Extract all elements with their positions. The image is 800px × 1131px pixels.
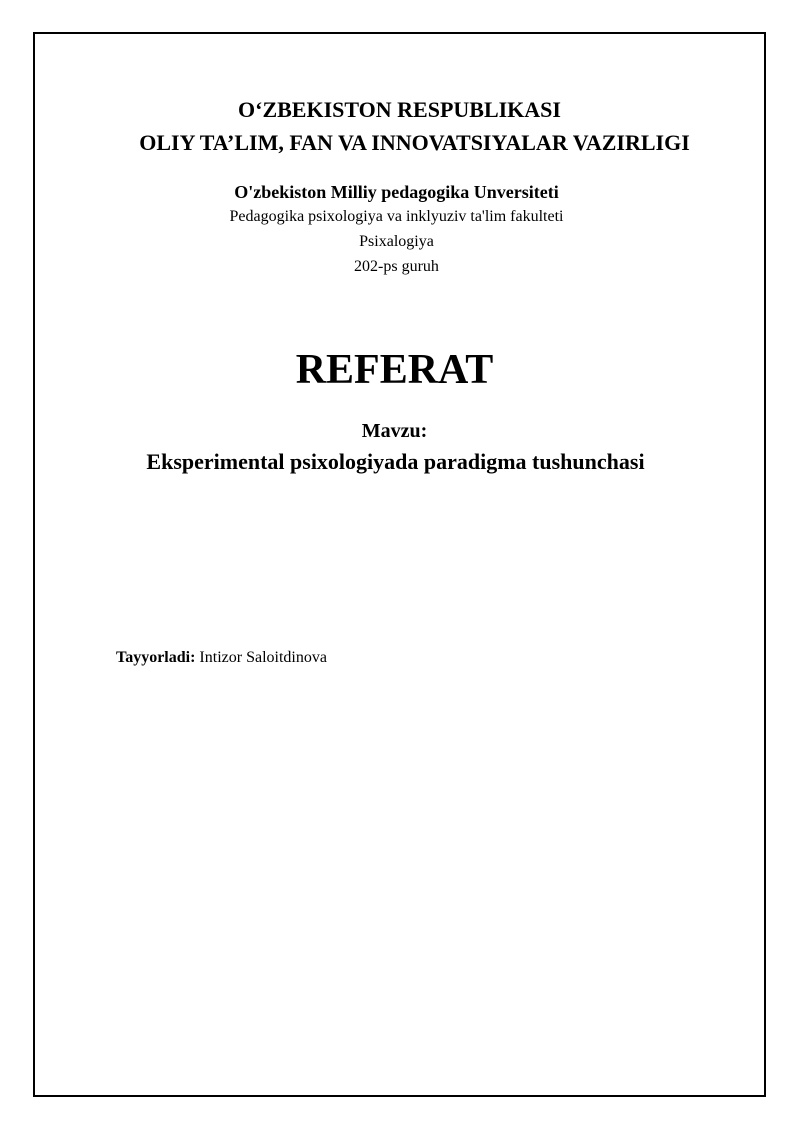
republic-heading: O‘ZBEKISTON RESPUBLIKASI bbox=[238, 97, 561, 122]
topic-label: Mavzu: bbox=[361, 420, 428, 442]
prepared-by bbox=[116, 649, 327, 667]
author-name: Intizor Saloitdinova bbox=[199, 649, 327, 666]
faculty-name: Pedagogika psixologiya va inklyuziv ta'lim fakulteti bbox=[229, 208, 564, 225]
ministry-heading: OLIY TA’LIM, FAN VA INNOVATSIYALAR VAZIRLIGI bbox=[139, 130, 690, 155]
university-name: O'zbekiston Milliy pedagogika Unversiteti bbox=[234, 182, 559, 202]
group-name: 202-ps guruh bbox=[354, 258, 439, 275]
prepared-by-label: Tayyorladi: bbox=[116, 649, 196, 666]
department-name: Psixalogiya bbox=[359, 233, 434, 250]
topic-title: Eksperimental psixologiyada paradigma tushunchasi bbox=[146, 449, 645, 474]
document-type-title: REFERAT bbox=[295, 347, 494, 393]
